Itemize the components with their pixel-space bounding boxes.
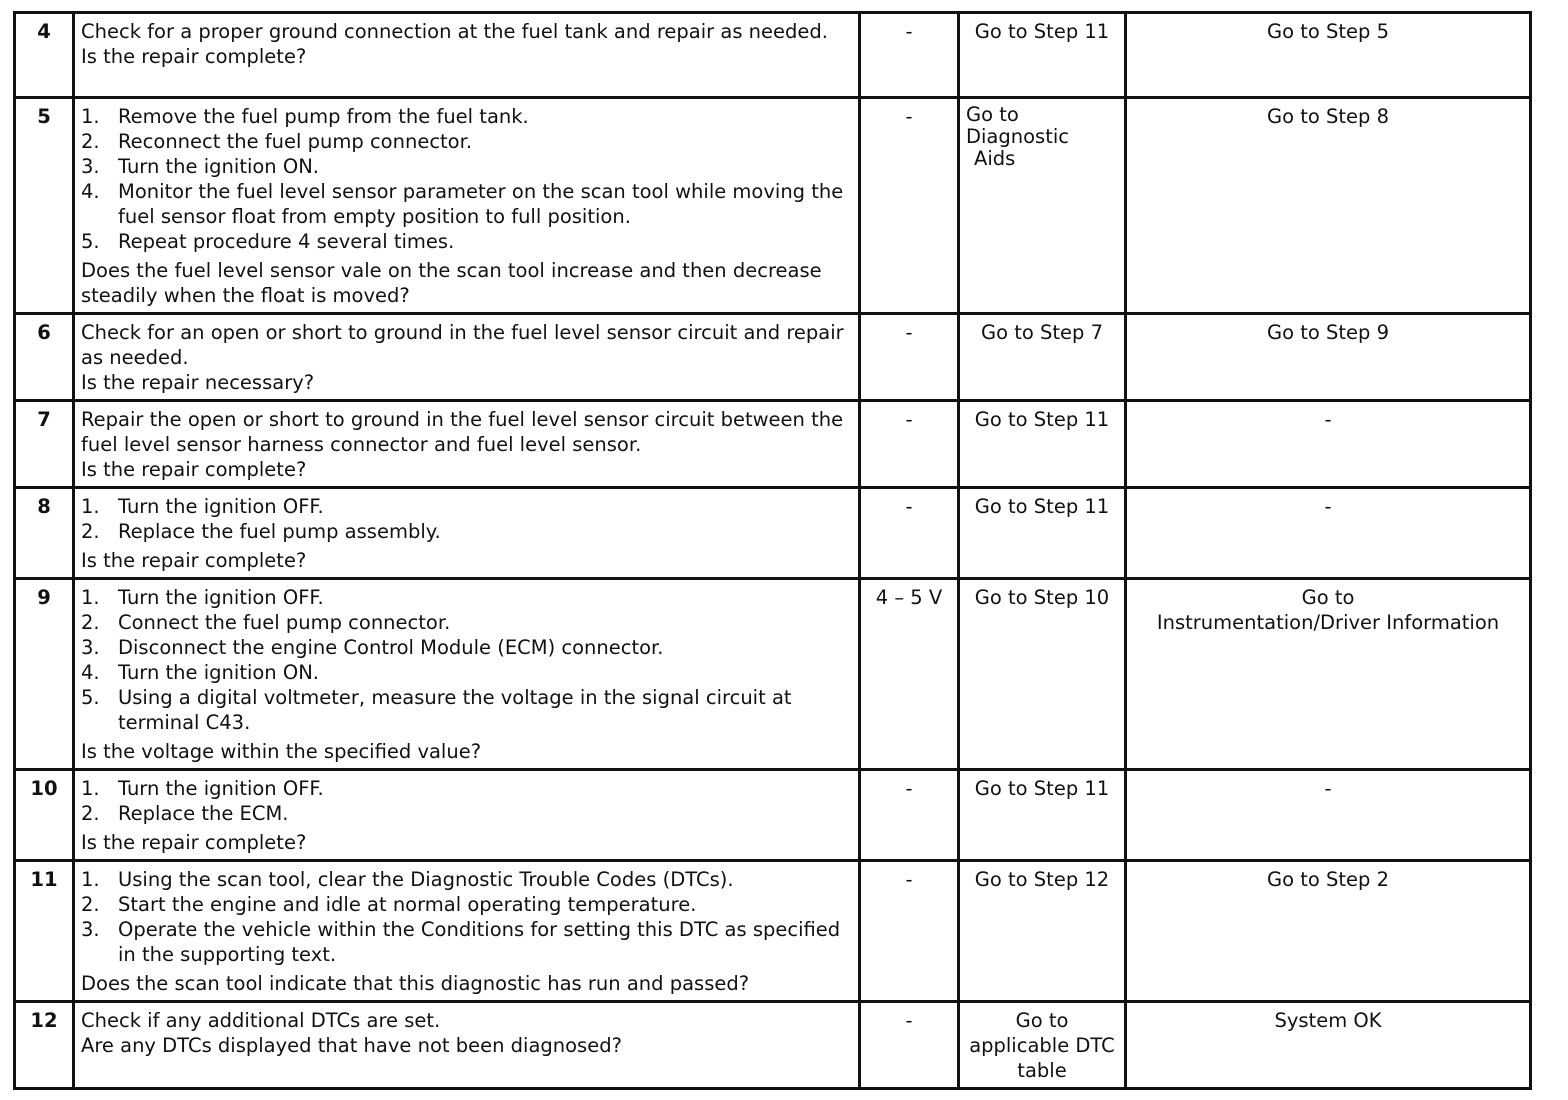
action-cell — [74, 98, 860, 314]
table-row — [15, 314, 1531, 401]
action-cell — [74, 861, 860, 1002]
list-item: 5. Repeat procedure 4 several times. — [81, 230, 455, 253]
action-cell — [74, 579, 860, 770]
yes-cell: Go to Step 11 — [959, 13, 1126, 98]
step-number: 4 — [15, 13, 74, 98]
value-cell: - — [860, 488, 959, 579]
table-row — [15, 579, 1531, 770]
yes-cell: Go to Step 10 — [959, 579, 1126, 770]
yes-cell: Go to Step 11 — [959, 488, 1126, 579]
no-cell: Go to Step 2 — [1126, 861, 1531, 1002]
question-text: Is the repair complete? — [81, 549, 307, 572]
procedure-list — [81, 776, 852, 826]
procedure-list — [81, 585, 852, 735]
list-item: 1. Turn the ignition OFF. — [81, 586, 324, 609]
list-item: 2. Connect the fuel pump connector. — [81, 611, 451, 634]
procedure-list — [81, 867, 852, 967]
list-item: 2. Replace the fuel pump assembly. — [81, 520, 441, 543]
list-item: 4. Turn the ignition ON. — [81, 661, 319, 684]
list-item: 1. Turn the ignition OFF. — [81, 777, 324, 800]
table-row — [15, 1002, 1531, 1089]
yes-cell: Go to Step 11 — [959, 401, 1126, 488]
list-item: 1. Turn the ignition OFF. — [81, 495, 324, 518]
question-text: Is the repair complete? — [81, 45, 307, 68]
step-number: 5 — [15, 98, 74, 314]
value-cell: - — [860, 401, 959, 488]
step-number: 11 — [15, 861, 74, 1002]
table-row — [15, 401, 1531, 488]
question-text: Is the voltage within the specified value? — [81, 740, 482, 763]
action-text: Check for an open or short to ground in the fuel level sensor circuit and repair as needed. — [81, 321, 844, 369]
action-cell — [74, 13, 860, 98]
step-number: 9 — [15, 579, 74, 770]
yes-cell: Go to Step 11 — [959, 770, 1126, 861]
step-number: 7 — [15, 401, 74, 488]
question-text: Is the repair complete? — [81, 831, 307, 854]
action-text: Repair the open or short to ground in the fuel level sensor circuit between the fuel level sensor harness connector and fuel level sensor. — [81, 408, 844, 456]
step-number: 6 — [15, 314, 74, 401]
question-text: Is the repair necessary? — [81, 371, 315, 394]
question-text: Does the scan tool indicate that this diagnostic has run and passed? — [81, 972, 750, 995]
value-cell: - — [860, 13, 959, 98]
procedure-list — [81, 104, 852, 254]
list-item: 1. Remove the fuel pump from the fuel tank. — [81, 105, 529, 128]
table-row — [15, 98, 1531, 314]
question-text: Are any DTCs displayed that have not been diagnosed? — [81, 1034, 622, 1057]
list-item: 3. Turn the ignition ON. — [81, 155, 319, 178]
list-item: 4. Monitor the fuel level sensor parameter on the scan tool while moving the fuel sensor float from empty position to full position. — [81, 180, 844, 228]
table-row — [15, 488, 1531, 579]
table-row — [15, 861, 1531, 1002]
no-cell: Go to Step 8 — [1126, 98, 1531, 314]
action-cell — [74, 1002, 860, 1089]
action-cell — [74, 314, 860, 401]
yes-cell: Go to Step 12 — [959, 861, 1126, 1002]
list-item: 2. Reconnect the fuel pump connector. — [81, 130, 473, 153]
table-row — [15, 13, 1531, 98]
procedure-list — [81, 494, 852, 544]
table-row — [15, 770, 1531, 861]
question-text: Does the fuel level sensor vale on the scan tool increase and then decrease steadily when the float is moved? — [81, 259, 822, 307]
list-item: 1. Using the scan tool, clear the Diagnostic Trouble Codes (DTCs). — [81, 868, 734, 891]
yes-cell: Go to Diagnostic Aids — [959, 98, 1126, 314]
value-cell: - — [860, 1002, 959, 1089]
step-number: 12 — [15, 1002, 74, 1089]
yes-cell: Go to applicable DTC table — [959, 1002, 1126, 1089]
value-cell: - — [860, 770, 959, 861]
no-cell: - — [1126, 401, 1531, 488]
value-cell: 4 – 5 V — [860, 579, 959, 770]
list-item: 3. Operate the vehicle within the Conditions for setting this DTC as specified in the supporting text. — [81, 918, 841, 966]
diagnostic-table — [13, 11, 1532, 1090]
list-item: 2. Start the engine and idle at normal operating temperature. — [81, 893, 697, 916]
no-cell: Go to Step 5 — [1126, 13, 1531, 98]
no-cell: - — [1126, 770, 1531, 861]
list-item: 5. Using a digital voltmeter, measure the voltage in the signal circuit at terminal C43. — [81, 686, 792, 734]
no-cell: Go to Instrumentation/Driver Information — [1126, 579, 1531, 770]
question-text: Is the repair complete? — [81, 458, 307, 481]
list-item: 3. Disconnect the engine Control Module (ECM) connector. — [81, 636, 664, 659]
action-cell — [74, 401, 860, 488]
action-text: Check for a proper ground connection at the fuel tank and repair as needed. — [81, 20, 828, 43]
no-cell: Go to Step 9 — [1126, 314, 1531, 401]
action-cell — [74, 488, 860, 579]
no-cell: System OK — [1126, 1002, 1531, 1089]
value-cell: - — [860, 861, 959, 1002]
action-cell — [74, 770, 860, 861]
step-number: 8 — [15, 488, 74, 579]
list-item: 2. Replace the ECM. — [81, 802, 289, 825]
step-number: 10 — [15, 770, 74, 861]
yes-cell: Go to Step 7 — [959, 314, 1126, 401]
no-cell: - — [1126, 488, 1531, 579]
value-cell: - — [860, 98, 959, 314]
value-cell: - — [860, 314, 959, 401]
action-text: Check if any additional DTCs are set. — [81, 1009, 441, 1032]
